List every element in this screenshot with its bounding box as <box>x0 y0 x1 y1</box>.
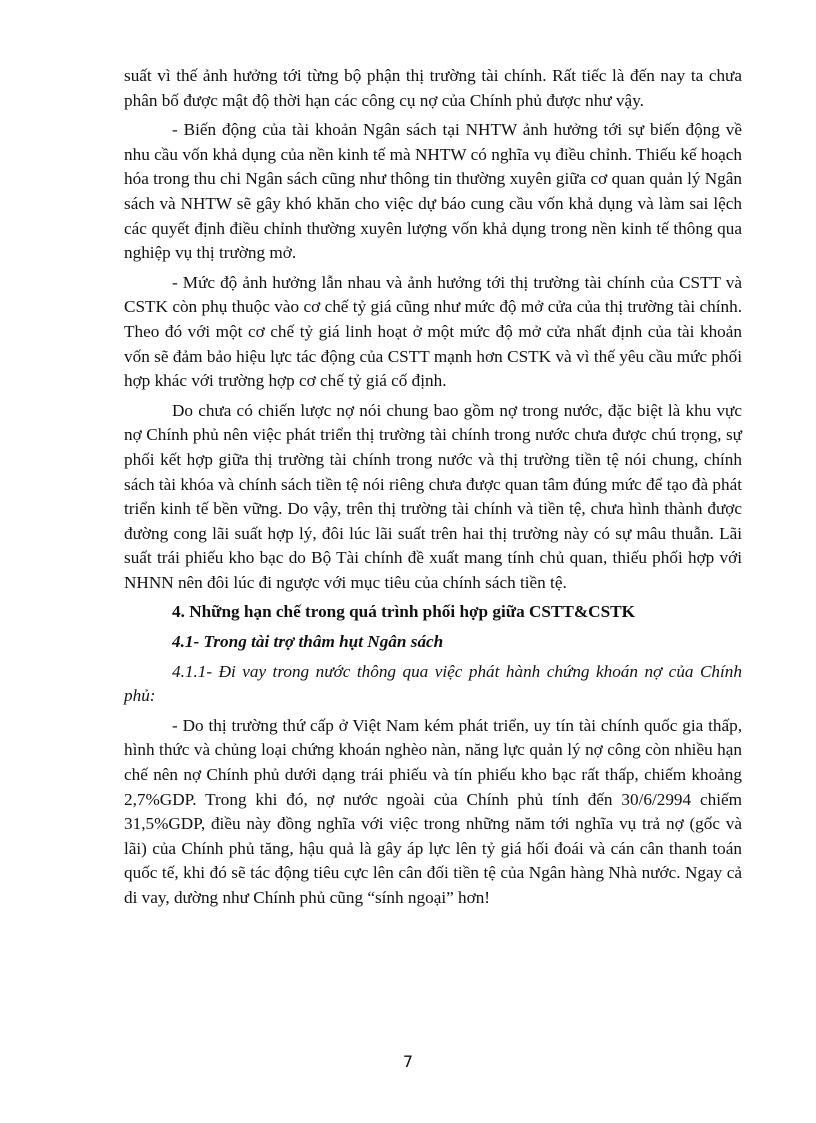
paragraph-mutual-influence: - Mức độ ảnh hưởng lẫn nhau và ảnh hưởng tới thị trường tài chính của CSTT và CSTK còn phụ thuộc vào cơ chế tỷ giá cũng như mức độ mở cửa của thị trường tài chính. Theo đó với một cơ chế tỷ giá linh hoạt ở một mức độ mở cửa nhất định của tài khoản vốn sẽ đảm bảo hiệu lực tác động của CSTT mạnh hơn CSTK và vì thế yêu cầu mức phối hợp khác với trường hợp cơ chế tỷ giá cố định. <box>124 272 742 391</box>
paragraph-continuation: suất vì thế ảnh hưởng tới từng bộ phận thị trường tài chính. Rất tiếc là đến nay ta chưa phân bố được mật độ thời hạn các công cụ nợ của Chính phủ được như vậy. <box>124 66 742 110</box>
subsection-heading: 4.1- Trong tài trợ thâm hụt Ngân sách <box>172 632 444 652</box>
subsubsection-heading: 4.1.1- Đi vay trong nước thông qua việc phát hành chứng khoán nợ của Chính phủ: <box>124 661 742 706</box>
page-number: 7 <box>402 1052 414 1071</box>
section-heading: 4. Những hạn chế trong quá trình phối hợp giữa CSTT&CSTK <box>172 602 635 622</box>
paragraph-budget-account: - Biến động của tài khoản Ngân sách tại NHTW ảnh hưởng tới sự biến động về nhu cầu vốn khả dụng của nền kinh tế mà NHTW có nghĩa vụ điều chỉnh. Thiếu kế hoạch hóa trong thu chi Ngân sách cũng như thông tin thường xuyên giữa cơ quan quản lý Ngân sách và NHTW sẽ gây khó khăn cho việc dự báo cung cầu vốn khả dụng và làm sai lệch các quyết định điều chỉnh thường xuyên lượng vốn khả dụng trong nền kinh tế thông qua nghiệp vụ thị trường mở. <box>124 120 742 263</box>
paragraph-secondary-market: - Do thị trường thứ cấp ở Việt Nam kém phát triển, uy tín tài chính quốc gia thấp, hình thức và chủng loại chứng khoán nghèo nàn, năng lực quản lý nợ công còn nhiều hạn chế nên nợ Chính phủ dưới dạng trái phiếu và tín phiếu kho bạc rất thấp, chiếm khoảng 2,7%GDP. Trong khi đó, nợ nước ngoài của Chính phủ tính đến 30/6/2994 chiếm 31,5%GDP, điều này đồng nghĩa với việc trong những năm tới nghĩa vụ trả nợ (gốc và lãi) của Chính phủ tăng, hậu quả là gây áp lực lên tỷ giá hối đoái và cán cân thanh toán quốc tế, khi đó sẽ tác động tiêu cực lên cân đối tiền tệ của Ngân hàng Nhà nước. Ngay cả di vay, dường như Chính phủ cũng “sính ngoại” hơn! <box>124 715 742 907</box>
document-page <box>124 64 742 916</box>
paragraph-debt-strategy: Do chưa có chiến lược nợ nói chung bao gồm nợ trong nước, đặc biệt là khu vực nợ Chính phủ nên việc phát triển thị trường tài chính trong nước chưa được chú trọng, sự phối kết hợp giữa thị trường tài chính trong nước và thị trường tiền tệ nói chung, chính sách tài khóa và chính sách tiền tệ nói riêng chưa được quan tâm đúng mức để tạo đà phát triển kinh tế bền vững. Do vậy, trên thị trường tài chính và tiền tệ, chưa hình thành được đường cong lãi suất hợp lý, đôi lúc lãi suất trên hai thị trường này có sự mâu thuẫn. Lãi suất trái phiếu kho bạc do Bộ Tài chính đề xuất mang tính chủ quan, thiếu phối hợp với NHNN nên đôi lúc đi ngược với mục tiêu của chính sách tiền tệ. <box>124 400 742 592</box>
